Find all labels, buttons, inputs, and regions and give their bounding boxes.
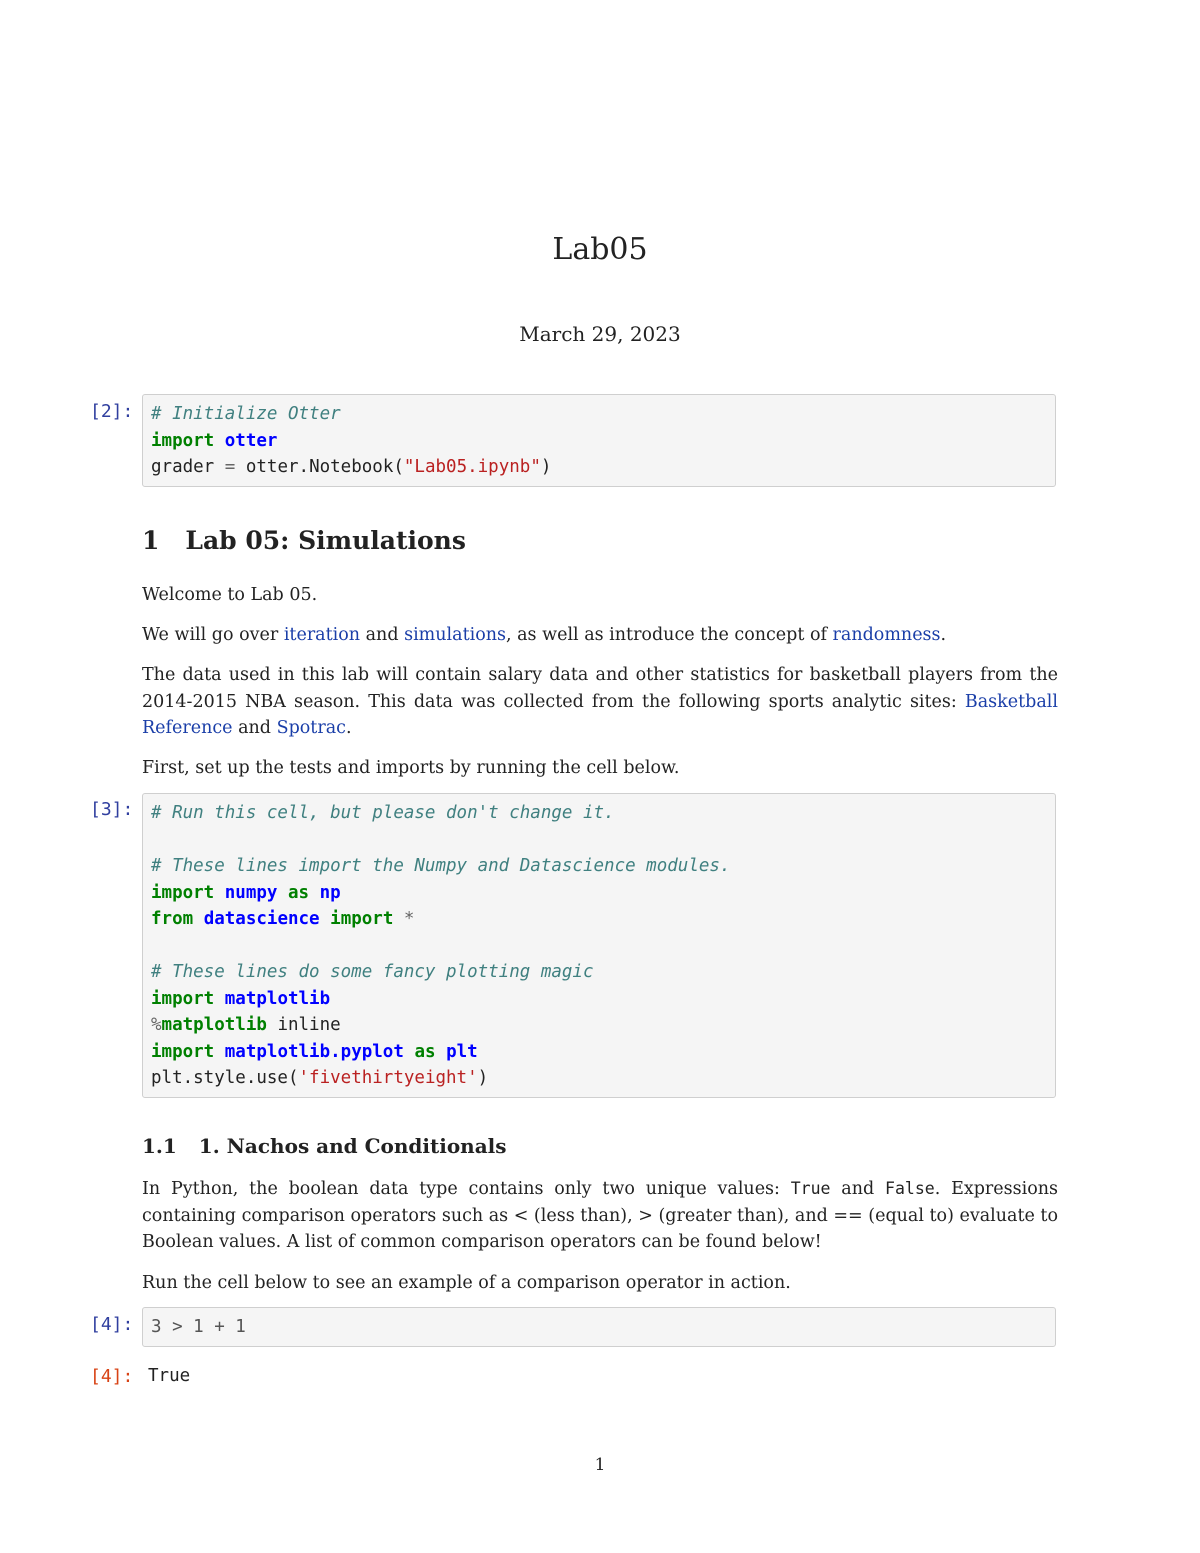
- code-token: %: [151, 1015, 162, 1035]
- code-token: =: [224, 457, 236, 477]
- code-token: ): [540, 457, 552, 477]
- code-token: # These lines do some fancy plotting magic: [151, 962, 594, 982]
- code-line: [151, 1065, 1047, 1092]
- document-date: March 29, 2023: [519, 322, 681, 346]
- code-token: matplotlib: [224, 988, 331, 1009]
- output-prompt: [4]:: [90, 1366, 134, 1387]
- iteration-link[interactable]: iteration: [283, 625, 361, 645]
- code-token: [214, 1042, 225, 1062]
- input-prompt: [3]:: [90, 799, 134, 820]
- code-token: "Lab05.ipynb": [403, 457, 541, 477]
- code-token: plt: [446, 1041, 478, 1062]
- code-token: [214, 883, 225, 903]
- code-token: otter: [224, 430, 278, 451]
- code-line: [151, 1012, 1047, 1039]
- code-token: [309, 883, 320, 903]
- code-line: [151, 1039, 1047, 1066]
- code-token: [193, 909, 204, 929]
- welcome-paragraph: Welcome to Lab 05.: [142, 585, 318, 605]
- code-token: matplotlib: [161, 1015, 267, 1035]
- code-token: np: [319, 882, 341, 903]
- code-line: [151, 853, 1047, 880]
- randomness-link[interactable]: randomness: [832, 625, 941, 645]
- code-token: [277, 883, 288, 903]
- boolean-paragraph: In Python, the boolean data type contains only two unique values: True and False. Expressions containing comparison operators such as < (less than), > (greater than), and == (equal to) evaluate to Boolean values. A list of common comparison operators can be found below!: [142, 1179, 1058, 1252]
- code-line: [151, 906, 1047, 933]
- code-line: [151, 959, 1047, 986]
- code-token: # Run this cell, but please don't change it.: [151, 803, 615, 823]
- code-token: as: [288, 882, 310, 903]
- code-token: 'fivethirtyeight': [298, 1068, 478, 1088]
- code-token: # These lines import the Numpy and Datascience modules.: [151, 856, 731, 876]
- code-token: grader: [151, 457, 225, 477]
- code-token: [436, 1042, 447, 1062]
- page-number: 1: [594, 1455, 606, 1475]
- code-token: from: [151, 909, 194, 929]
- section-heading: [142, 526, 466, 555]
- basketball-reference-link[interactable]: Basketball Reference: [142, 691, 1058, 738]
- code-token: import: [151, 882, 215, 903]
- code-token: 3 > 1 + 1: [151, 1317, 246, 1337]
- code-token: plt.style.use(: [151, 1068, 299, 1088]
- code-cell-compare[interactable]: [142, 1307, 1056, 1347]
- code-token: [404, 1042, 415, 1062]
- code-line: [151, 880, 1047, 907]
- code-line: [151, 800, 1047, 827]
- document-title: Lab05: [552, 232, 648, 267]
- section-title: Lab 05: Simulations: [185, 526, 466, 555]
- section-number: 1: [142, 526, 160, 555]
- code-token: [320, 909, 331, 929]
- code-line: [151, 454, 1047, 481]
- code-line: [151, 986, 1047, 1013]
- code-token: datascience: [203, 909, 320, 929]
- code-cell-imports[interactable]: [142, 793, 1056, 1098]
- code-line: [151, 401, 1047, 428]
- code-line: [151, 933, 1047, 960]
- setup-paragraph: First, set up the tests and imports by running the cell below.: [142, 758, 680, 778]
- code-token: # Initialize Otter: [151, 404, 341, 424]
- intro-paragraph: We will go over iteration and simulations, as well as introduce the concept of randomness.: [142, 625, 947, 645]
- code-token: import: [151, 1041, 215, 1062]
- code-token: [214, 989, 225, 1009]
- simulations-link[interactable]: simulations: [404, 625, 506, 645]
- cell-output: True: [148, 1366, 191, 1386]
- code-cell-init[interactable]: [142, 394, 1056, 487]
- code-token: numpy: [224, 882, 278, 903]
- code-token: import: [330, 909, 394, 929]
- code-token: ): [477, 1068, 489, 1088]
- false-code: False: [885, 1179, 935, 1198]
- code-token: [393, 909, 404, 929]
- subsection-number: 1.1: [142, 1134, 177, 1158]
- data-source-paragraph: The data used in this lab will contain salary data and other statistics for basketball players from the 2014-2015 NBA season. This data was collected from the following sports analytic sites: Basketball Reference and Spotrac.: [142, 665, 1058, 738]
- true-code: True: [790, 1179, 831, 1198]
- code-token: import: [151, 430, 215, 451]
- input-prompt: [2]:: [90, 401, 134, 422]
- code-token: matplotlib.pyplot: [224, 1041, 404, 1062]
- code-token: otter.Notebook(: [235, 457, 404, 477]
- input-prompt: [4]:: [90, 1314, 134, 1335]
- code-line: [151, 428, 1047, 455]
- code-line: [151, 827, 1047, 854]
- subsection-heading: [142, 1134, 507, 1158]
- run-cell-paragraph: Run the cell below to see an example of a comparison operator in action.: [142, 1273, 791, 1293]
- subsection-title: 1. Nachos and Conditionals: [198, 1134, 507, 1158]
- code-token: as: [414, 1041, 436, 1062]
- code-line: [151, 1314, 1047, 1341]
- code-token: import: [151, 988, 215, 1009]
- code-token: *: [403, 909, 415, 929]
- code-token: inline: [266, 1015, 341, 1035]
- code-token: [214, 431, 225, 451]
- spotrac-link[interactable]: Spotrac: [276, 718, 346, 738]
